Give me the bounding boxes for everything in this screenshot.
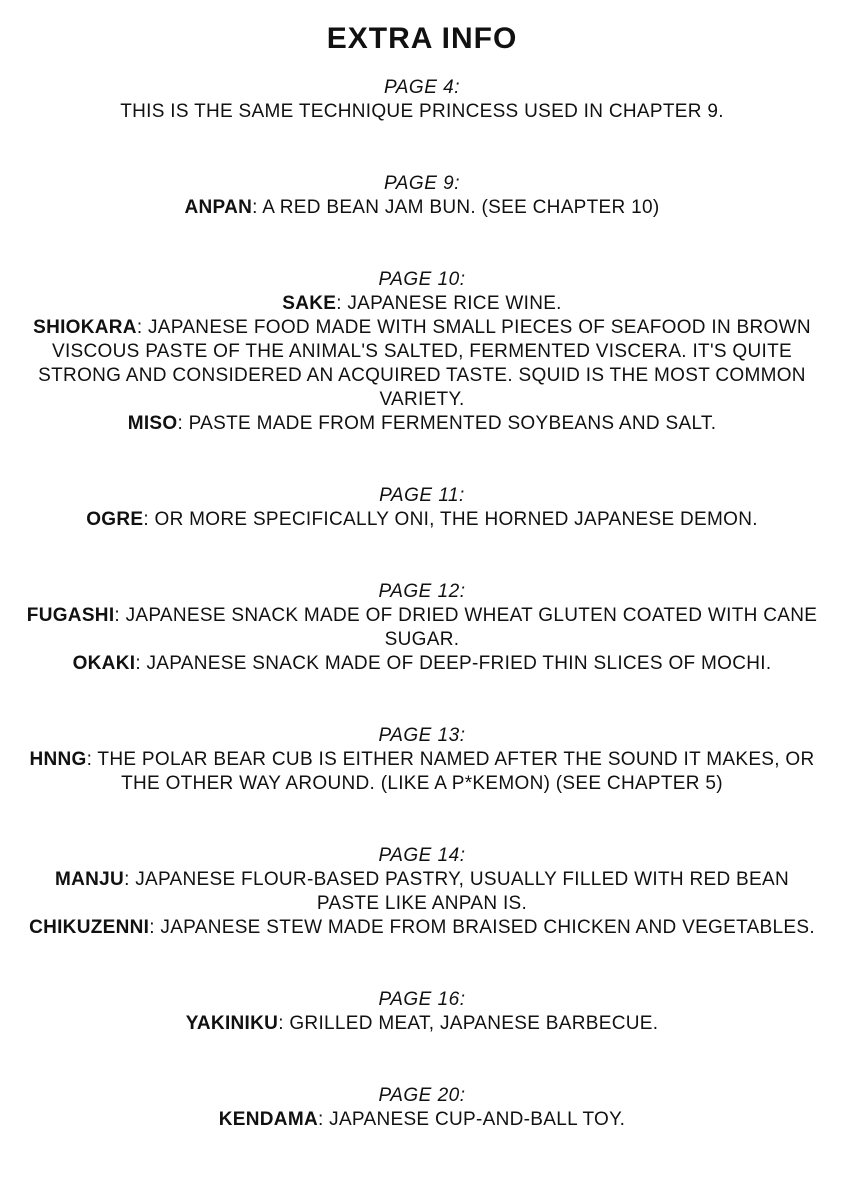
page-label: PAGE 10: [378,269,466,290]
entry-definition: : GRILLED MEAT, JAPANESE BARBECUE. [278,1013,659,1034]
entry-fugashi [0,604,844,652]
entry-term: SHIOKARA [33,317,137,338]
page-label: PAGE 12: [378,581,466,602]
page-label: PAGE 11: [379,485,465,506]
entry-ogre [0,508,844,532]
entry-definition: THIS IS THE SAME TECHNIQUE PRINCESS USED IN CHAPTER 9. [120,101,724,122]
entry-term: YAKINIKU [185,1013,279,1034]
entry-definition: : OR MORE SPECIFICALLY ONI, THE HORNED JAPANESE DEMON. [143,509,758,530]
entry-chikuzenni [0,916,844,940]
entry-definition: : PASTE MADE FROM FERMENTED SOYBEANS AND SALT. [177,413,717,434]
section-page-4 [0,76,844,124]
entry-definition: : JAPANESE SNACK MADE OF DRIED WHEAT GLUTEN COATED WITH CANE SUGAR. [114,605,818,650]
section-page-20 [0,1084,844,1132]
entry-definition: : JAPANESE FLOUR-BASED PASTRY, USUALLY FILLED WITH RED BEAN PASTE LIKE ANPAN IS. [124,869,789,914]
entry-term: OGRE [86,509,144,530]
section-page-10 [0,268,844,436]
entry-definition: : JAPANESE RICE WINE. [336,293,562,314]
entry-term: SAKE [282,293,337,314]
entry-term: FUGASHI [26,605,115,626]
entry-definition: : THE POLAR BEAR CUB IS EITHER NAMED AFTER THE SOUND IT MAKES, OR THE OTHER WAY AROUND. (LIKE A P*KEMON) (SEE CHAPTER 5) [86,749,815,794]
entry-term: MANJU [55,869,125,890]
entry-term: MISO [127,413,178,434]
entry-manju [0,868,844,916]
entry-term: KENDAMA [218,1109,318,1130]
page-label: PAGE 16: [378,989,466,1010]
section-page-13 [0,724,844,796]
entry-definition: : JAPANESE STEW MADE FROM BRAISED CHICKEN AND VEGETABLES. [149,917,815,938]
entry-definition: : JAPANESE FOOD MADE WITH SMALL PIECES OF SEAFOOD IN BROWN VISCOUS PASTE OF THE ANIMAL'S SALTED, FERMENTED VISCERA. IT'S QUITE STRONG AND CONSIDERED AN ACQUIRED TASTE. SQUID IS THE MOST COMMON VARIETY. [38,317,811,410]
entry-term: CHIKUZENNI [29,917,150,938]
entry-definition: : A RED BEAN JAM BUN. (SEE CHAPTER 10) [252,197,660,218]
entry-definition: : JAPANESE CUP-AND-BALL TOY. [317,1109,626,1130]
entry-anpan [0,196,844,220]
page-label: PAGE 20: [378,1085,466,1106]
section-page-16 [0,988,844,1036]
entry-kendama [0,1108,844,1132]
page-label: PAGE 9: [383,173,460,194]
entry-term: OKAKI [72,653,136,674]
entry-okaki [0,652,844,676]
entry-term: ANPAN [184,197,253,218]
entry-term: HNNG [29,749,87,770]
section-page-11 [0,484,844,532]
page-label: PAGE 14: [378,845,466,866]
entry-sake [0,292,844,316]
entry-definition: : JAPANESE SNACK MADE OF DEEP-FRIED THIN SLICES OF MOCHI. [135,653,772,674]
page-label: PAGE 13: [378,725,466,746]
entry-yakiniku [0,1012,844,1036]
entry-hnng [0,748,844,796]
section-page-12 [0,580,844,676]
page-title: EXTRA INFO [326,22,518,55]
entry-shiokara [0,316,844,412]
entry-note [0,100,844,124]
section-page-9 [0,172,844,220]
page-label: PAGE 4: [383,77,460,98]
section-page-14 [0,844,844,940]
entry-miso [0,412,844,436]
